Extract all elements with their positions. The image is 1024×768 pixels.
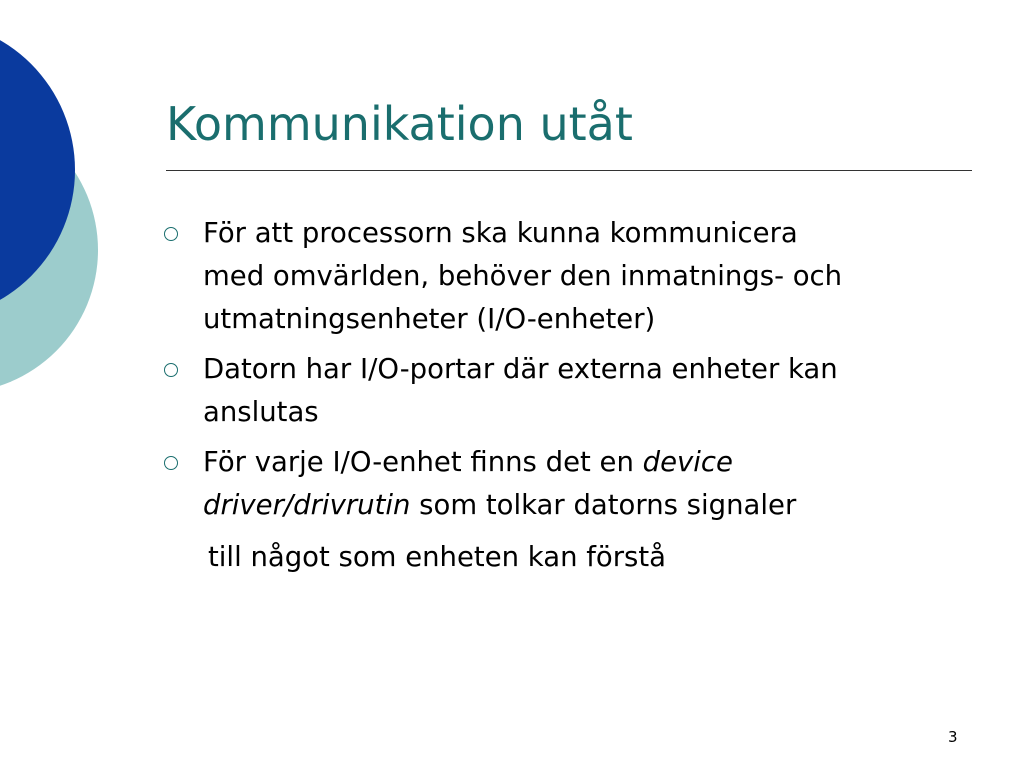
hollow-circle-bullet-icon xyxy=(164,456,178,470)
bullet-item xyxy=(164,441,964,527)
bullet-list xyxy=(164,212,964,534)
bullet-text-line xyxy=(203,484,964,527)
bullet-text-line: Datorn har I/O-portar där externa enheter kan xyxy=(203,353,838,385)
title-divider xyxy=(166,170,972,171)
bullet-item xyxy=(164,348,964,434)
hollow-circle-bullet-icon xyxy=(164,227,178,241)
continuation-text: till något som enheten kan förstå xyxy=(208,541,667,573)
slide-title: Kommunikation utåt xyxy=(166,97,633,151)
bullet-text-line: utmatningsenheter (I/O-enheter) xyxy=(203,303,656,335)
italic-term: driver/drivrutin xyxy=(203,489,411,521)
bullet-text-line: För att processorn ska kunna kommunicera xyxy=(203,217,798,249)
italic-term: device xyxy=(642,446,733,478)
page-number: 3 xyxy=(948,728,958,746)
bullet-text-line: med omvärlden, behöver den inmatnings- och xyxy=(203,260,843,292)
hollow-circle-bullet-icon xyxy=(164,363,178,377)
decorative-circles xyxy=(0,0,110,410)
bullet-text: som tolkar datorns signaler xyxy=(410,489,797,521)
bullet-text-line xyxy=(203,441,964,484)
bullet-text: För varje I/O-enhet finns det en xyxy=(203,446,643,478)
bullet-text-line: anslutas xyxy=(203,396,319,428)
bullet-item xyxy=(164,212,964,341)
